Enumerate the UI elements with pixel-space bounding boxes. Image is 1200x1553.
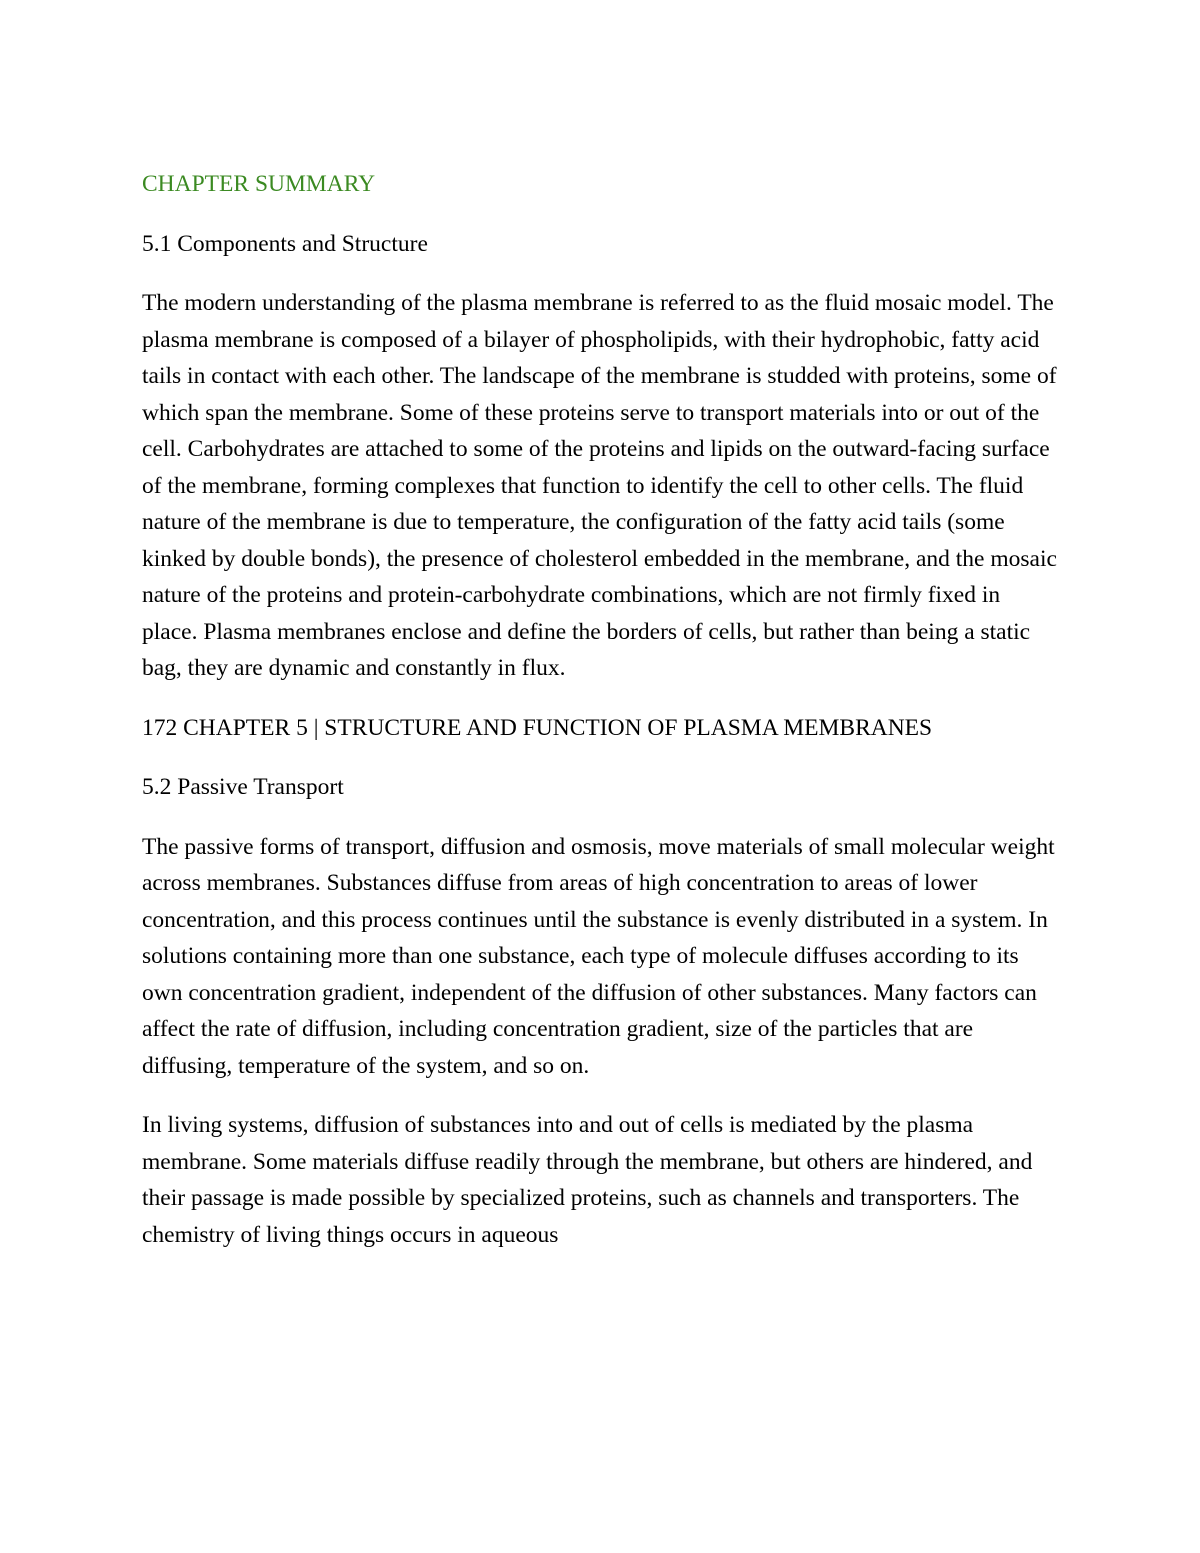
document-page <box>142 166 1060 1276</box>
passive-transport-paragraph-2: In living systems, diffusion of substances into and out of cells is mediated by the plasma membrane. Some materials diffuse readily through the membrane, but others are hindered, and their passage is made possible by specialized proteins, such as channels and transporters. The chemistry of living things occurs in aqueous <box>142 1112 1033 1248</box>
section-heading-passive-transport: 5.2 Passive Transport <box>142 774 344 800</box>
running-head: 172 CHAPTER 5 | STRUCTURE AND FUNCTION OF PLASMA MEMBRANES <box>142 714 933 741</box>
chapter-summary-heading: CHAPTER SUMMARY <box>142 171 376 197</box>
passive-transport-paragraph-1: The passive forms of transport, diffusion and osmosis, move materials of small molecular weight across membranes. Substances diffuse from areas of high concentration to areas of lower concentration, and this process continues until the substance is evenly distributed in a system. In solutions containing more than one substance, each type of molecule diffuses according to its own concentration gradient, independent of the diffusion of other substances. Many factors can affect the rate of diffusion, including concentration gradient, size of the particles that are diffusing, temperature of the system, and so on. <box>142 833 1055 1079</box>
section-heading-components-structure: 5.1 Components and Structure <box>142 230 428 257</box>
components-structure-paragraph: The modern understanding of the plasma membrane is referred to as the fluid mosaic model. The plasma membrane is composed of a bilayer of phospholipids, with their hydrophobic, fatty acid tails in contact with each other. The landscape of the membrane is studded with proteins, some of which span the membrane. Some of these proteins serve to transport materials into or out of the cell. Carbohydrates are attached to some of the proteins and lipids on the outward-facing surface of the membrane, forming complexes that function to identify the cell to other cells. The fluid nature of the membrane is due to temperature, the configuration of the fatty acid tails (some kinked by double bonds), the presence of cholesterol embedded in the membrane, and the mosaic nature of the proteins and protein-carbohydrate combinations, which are not firmly fixed in place. Plasma membranes enclose and define the borders of cells, but rather than being a static bag, they are dynamic and constantly in flux. <box>142 290 1057 681</box>
